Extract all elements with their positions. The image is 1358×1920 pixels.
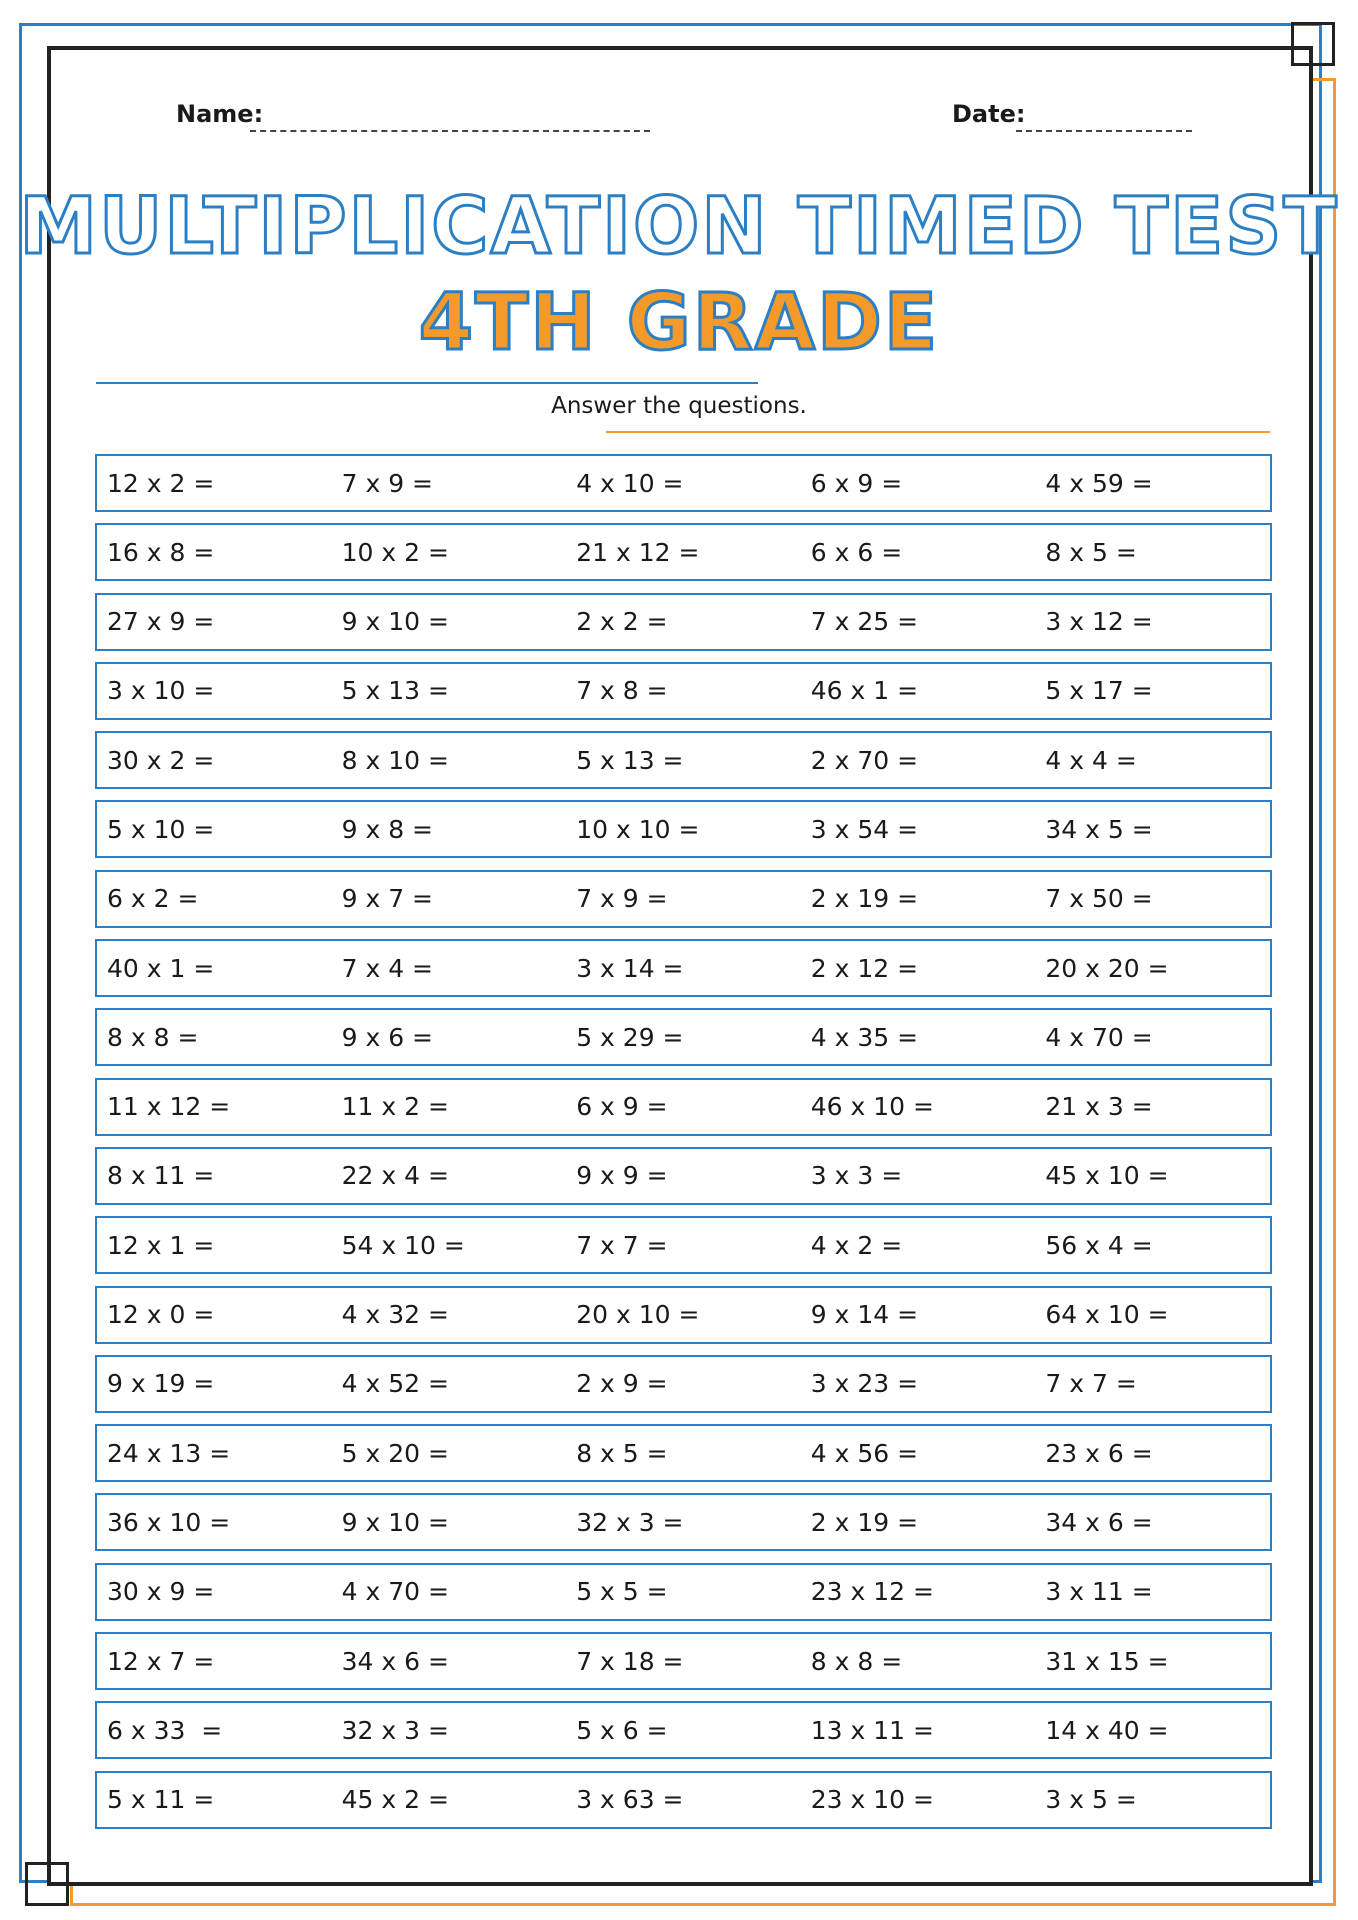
corner-square-top-right [1291, 22, 1335, 66]
problem-cell[interactable]: 21 x 3 = [1045, 1092, 1153, 1122]
problem-cell[interactable]: 9 x 19 = [107, 1369, 215, 1399]
problem-row [95, 870, 1272, 928]
problem-cell[interactable]: 32 x 3 = [576, 1507, 684, 1537]
problem-cell[interactable]: 14 x 40 = [1045, 1715, 1169, 1745]
divider-blue [96, 382, 758, 384]
problem-cell[interactable]: 23 x 12 = [810, 1577, 934, 1607]
problem-row [95, 731, 1272, 789]
problem-cell[interactable]: 3 x 5 = [1045, 1785, 1137, 1815]
problem-cell[interactable]: 8 x 10 = [341, 745, 449, 775]
problem-cell[interactable]: 10 x 2 = [341, 537, 449, 567]
problem-cell[interactable]: 16 x 8 = [107, 537, 215, 567]
problem-row [95, 939, 1272, 997]
problem-cell[interactable]: 12 x 1 = [107, 1230, 215, 1260]
problem-row [95, 1701, 1272, 1759]
problem-cell[interactable]: 12 x 7 = [107, 1646, 215, 1676]
problem-cell[interactable]: 8 x 8 = [810, 1646, 903, 1676]
problem-cell[interactable]: 5 x 10 = [107, 814, 215, 844]
problem-row [95, 1563, 1272, 1621]
problem-row [95, 800, 1272, 858]
problem-cell[interactable]: 31 x 15 = [1045, 1646, 1169, 1676]
problem-cell[interactable]: 3 x 23 = [810, 1369, 919, 1399]
problem-cell[interactable]: 30 x 9 = [107, 1577, 215, 1607]
problem-cell[interactable]: 7 x 9 = [341, 468, 433, 498]
problem-cell[interactable]: 9 x 14 = [810, 1300, 919, 1330]
problem-cell[interactable]: 20 x 10 = [576, 1300, 700, 1330]
problem-row [95, 593, 1272, 651]
problem-cell[interactable]: 2 x 19 = [810, 884, 919, 914]
problem-cell[interactable]: 3 x 12 = [1045, 607, 1153, 637]
problem-cell[interactable]: 11 x 2 = [341, 1092, 449, 1122]
problem-cell[interactable]: 9 x 10 = [341, 1507, 449, 1537]
problem-cell[interactable]: 7 x 7 = [576, 1230, 668, 1260]
problem-row [95, 1493, 1272, 1551]
divider-orange [606, 431, 1270, 433]
problem-cell[interactable]: 4 x 4 = [1045, 745, 1137, 775]
problem-cell[interactable]: 4 x 70 = [1045, 1022, 1153, 1052]
problem-cell[interactable]: 27 x 9 = [107, 607, 215, 637]
problem-cell[interactable]: 3 x 3 = [810, 1161, 903, 1191]
problem-cell[interactable]: 23 x 6 = [1045, 1438, 1153, 1468]
problem-cell[interactable]: 6 x 9 = [576, 1092, 668, 1122]
problem-cell[interactable]: 13 x 11 = [810, 1715, 934, 1745]
problem-cell[interactable]: 7 x 50 = [1045, 884, 1153, 914]
problem-cell[interactable]: 7 x 8 = [576, 676, 668, 706]
problem-row [95, 1078, 1272, 1136]
problem-row [95, 1147, 1272, 1205]
problem-cell[interactable]: 40 x 1 = [107, 953, 215, 983]
problem-grid [95, 454, 1272, 1840]
problem-cell[interactable]: 34 x 6 = [1045, 1507, 1153, 1537]
problem-cell[interactable]: 6 x 2 = [107, 884, 199, 914]
problem-cell[interactable]: 4 x 52 = [341, 1369, 449, 1399]
problem-cell[interactable]: 22 x 4 = [341, 1161, 449, 1191]
problem-cell[interactable]: 4 x 56 = [810, 1438, 919, 1468]
problem-cell[interactable]: 4 x 10 = [576, 468, 684, 498]
problem-cell[interactable]: 20 x 20 = [1045, 953, 1169, 983]
problem-cell[interactable]: 45 x 10 = [1045, 1161, 1169, 1191]
problem-cell[interactable]: 4 x 2 = [810, 1230, 903, 1260]
problem-cell[interactable]: 4 x 35 = [810, 1022, 919, 1052]
problem-row [95, 1424, 1272, 1482]
worksheet-subtitle: 4TH GRADE [418, 278, 940, 368]
problem-cell[interactable]: 12 x 0 = [107, 1300, 215, 1330]
problem-cell[interactable]: 11 x 12 = [107, 1092, 231, 1122]
problem-cell[interactable]: 4 x 59 = [1045, 468, 1153, 498]
problem-cell[interactable]: 7 x 9 = [576, 884, 668, 914]
problem-cell[interactable]: 6 x 6 = [810, 537, 903, 567]
problem-cell[interactable]: 5 x 6 = [576, 1715, 668, 1745]
problem-cell[interactable]: 5 x 13 = [576, 745, 684, 775]
problem-cell[interactable]: 46 x 1 = [810, 676, 919, 706]
problem-cell[interactable]: 54 x 10 = [341, 1230, 465, 1260]
problem-cell[interactable]: 36 x 10 = [107, 1507, 231, 1537]
problem-cell[interactable]: 5 x 29 = [576, 1022, 684, 1052]
problem-cell[interactable]: 4 x 32 = [341, 1300, 449, 1330]
problem-row [95, 1216, 1272, 1274]
problem-cell[interactable]: 2 x 70 = [810, 745, 919, 775]
problem-cell[interactable]: 34 x 5 = [1045, 814, 1153, 844]
problem-cell[interactable]: 23 x 10 = [810, 1785, 934, 1815]
worksheet-title: MULTIPLICATION TIMED TEST [19, 182, 1339, 272]
problem-row [95, 1008, 1272, 1066]
problem-cell[interactable]: 6 x 33 = [107, 1715, 223, 1745]
problem-row [95, 523, 1272, 581]
problem-row [95, 1286, 1272, 1344]
problem-cell[interactable]: 9 x 10 = [341, 607, 449, 637]
name-field[interactable] [250, 130, 650, 132]
problem-cell[interactable]: 8 x 5 = [1045, 537, 1137, 567]
date-field[interactable] [1016, 130, 1192, 132]
problem-cell[interactable]: 10 x 10 = [576, 814, 700, 844]
problem-cell[interactable]: 56 x 4 = [1045, 1230, 1153, 1260]
problem-cell[interactable]: 9 x 7 = [341, 884, 433, 914]
problem-cell[interactable]: 2 x 12 = [810, 953, 919, 983]
problem-cell[interactable]: 8 x 8 = [107, 1022, 199, 1052]
problem-cell[interactable]: 6 x 9 = [810, 468, 903, 498]
problem-row [95, 454, 1272, 512]
problem-row [95, 662, 1272, 720]
problem-cell[interactable]: 9 x 8 = [341, 814, 433, 844]
problem-cell[interactable]: 45 x 2 = [341, 1785, 449, 1815]
problem-cell[interactable]: 3 x 63 = [576, 1785, 684, 1815]
problem-cell[interactable]: 4 x 70 = [341, 1577, 449, 1607]
problem-cell[interactable]: 3 x 14 = [576, 953, 684, 983]
problem-cell[interactable]: 8 x 11 = [107, 1161, 215, 1191]
problem-row [95, 1632, 1272, 1690]
problem-cell[interactable]: 32 x 3 = [341, 1715, 449, 1745]
problem-cell[interactable]: 64 x 10 = [1045, 1300, 1169, 1330]
problem-cell[interactable]: 12 x 2 = [107, 468, 215, 498]
problem-cell[interactable]: 7 x 25 = [810, 607, 919, 637]
problem-cell[interactable]: 2 x 2 = [576, 607, 668, 637]
problem-row [95, 1355, 1272, 1413]
problem-cell[interactable]: 3 x 10 = [107, 676, 215, 706]
problem-cell[interactable]: 5 x 11 = [107, 1785, 215, 1815]
problem-cell[interactable]: 21 x 12 = [576, 537, 700, 567]
problem-cell[interactable]: 7 x 18 = [576, 1646, 684, 1676]
problem-cell[interactable]: 46 x 10 = [810, 1092, 934, 1122]
problem-cell[interactable]: 7 x 7 = [1045, 1369, 1137, 1399]
problem-cell[interactable]: 7 x 4 = [341, 953, 433, 983]
problem-cell[interactable]: 9 x 6 = [341, 1022, 433, 1052]
problem-cell[interactable]: 2 x 19 = [810, 1507, 919, 1537]
problem-cell[interactable]: 5 x 20 = [341, 1438, 449, 1468]
problem-cell[interactable]: 8 x 5 = [576, 1438, 668, 1468]
corner-square-bottom-left [25, 1862, 69, 1906]
problem-cell[interactable]: 30 x 2 = [107, 745, 215, 775]
instructions: Answer the questions. [551, 393, 807, 419]
problem-cell[interactable]: 5 x 5 = [576, 1577, 668, 1607]
problem-cell[interactable]: 5 x 13 = [341, 676, 449, 706]
problem-cell[interactable]: 9 x 9 = [576, 1161, 668, 1191]
problem-cell[interactable]: 3 x 11 = [1045, 1577, 1153, 1607]
date-label: Date: [952, 100, 1026, 128]
problem-cell[interactable]: 3 x 54 = [810, 814, 919, 844]
problem-cell[interactable]: 5 x 17 = [1045, 676, 1153, 706]
name-label: Name: [176, 100, 264, 128]
problem-row [95, 1771, 1272, 1829]
problem-cell[interactable]: 24 x 13 = [107, 1438, 231, 1468]
problem-cell[interactable]: 2 x 9 = [576, 1369, 668, 1399]
problem-cell[interactable]: 34 x 6 = [341, 1646, 449, 1676]
